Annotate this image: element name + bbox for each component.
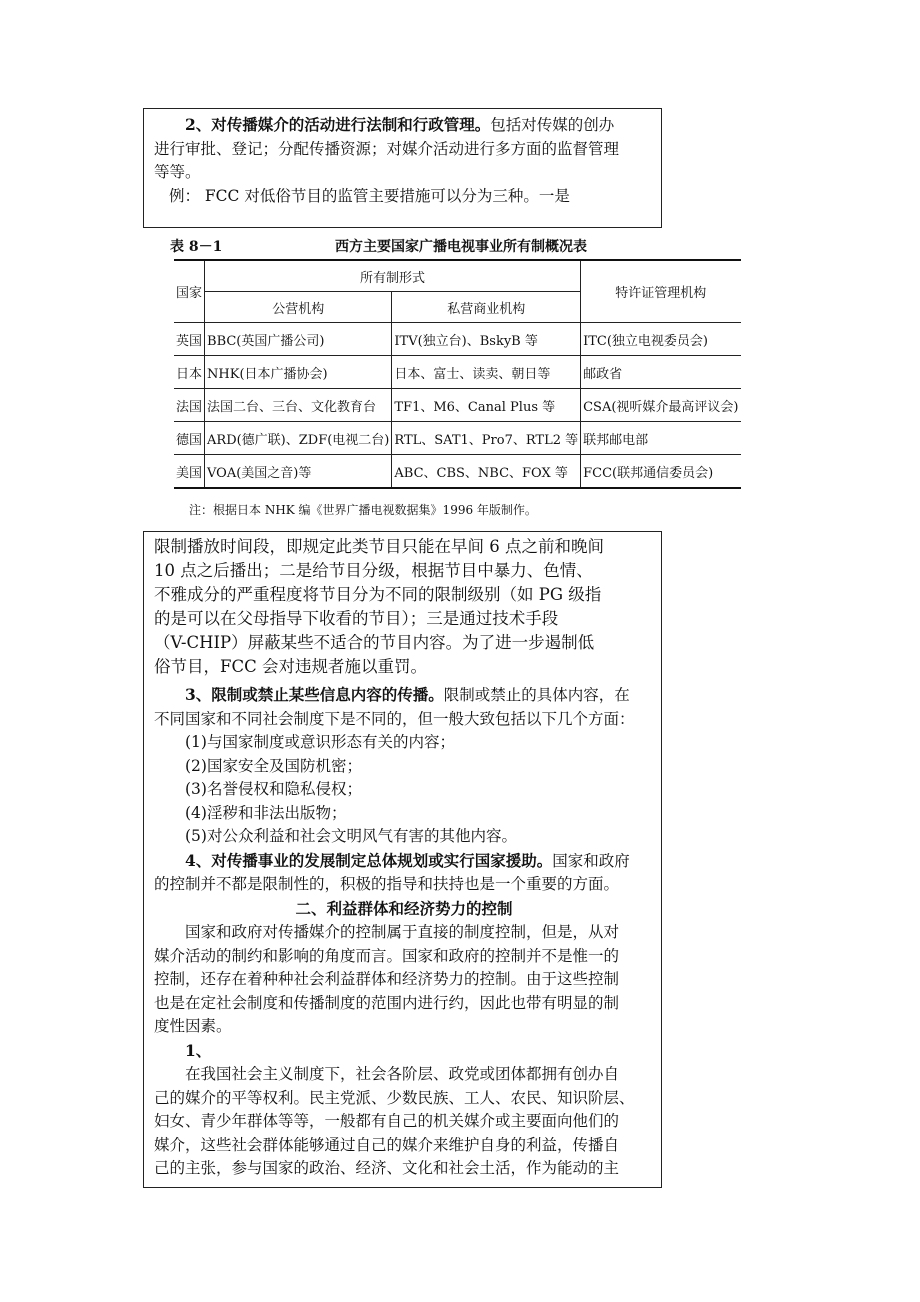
heading-2: 2、对传播媒介的活动进行法制和行政管理。 bbox=[185, 115, 491, 134]
list-item: (1)与国家制度或意识形态有关的内容； bbox=[185, 733, 455, 751]
section-heading: 二、利益群体和经济势力的控制 bbox=[295, 898, 513, 918]
table-row: 日本 NHK(日本广播协会) 日本、富士、读卖、朝日等 邮政省 bbox=[174, 356, 741, 389]
paragraph-admin-management: 2、对传播媒介的活动进行法制和行政管理。包括对传媒的创办 进行审批、登记；分配传播资源；对媒介活动进行多方面的监督管理 等等。 例： FCC 对低俗节目的监管主要措施可以分为三种。一是 bbox=[154, 113, 654, 208]
table-row: 德国 ARD(德广联)、ZDF(电视二台) RTL、SAT1、Pro7、RTL2 等 联邦邮电部 bbox=[174, 422, 741, 455]
header-country: 国家 bbox=[174, 260, 205, 323]
table-note: 注：根据日本 NHK 编《世界广播电视数据集》1996 年版制作。 bbox=[189, 503, 537, 517]
table-label: 表 8－1 bbox=[170, 239, 223, 255]
paragraph-restrict-content: 3、限制或禁止某些信息内容的传播。限制或禁止的具体内容，在 不同国家和不同社会制度下是不同的，但一般大致包括以下几个方面： (1)与国家制度或意识形态有关的内容； (2)国家安全及国防机密； (3)名誉侵权和隐私侵权； (4)淫秽和非法出版物； (5)对公众利益和社会文明风气有害的其他内容。 4、对传播事业的发展制定总体规划或实行国家援助。国家和政府 的控制并不都是限制性的，积极的指导和扶持也是一个重要的方面。 二、利益群体和经济势力的控制 国家和政府对传播媒介的控制属于直接的制度控制，但是，从对 媒介活动的制约和影响的角度而言。国家和政府的控制并不是惟一的 控制，还存在着种种社会利益群体和经济势力的控制。由于这些控制 也是在定社会制度和传播制度的范围内进行约，因此也带有明显的制 度性因素。 1、 在我国社会主义制度下，社会各阶层、政党或团体都拥有创办自 己的媒介的平等权利。民主党派、少数民族、工人、农民、知识阶层、 妇女、青少年群体等等，一般都有自己的机关媒介或主要面向他们的 媒介，这些社会群体能够通过自己的媒介来维护自身的利益，传播自 己的主张，参与国家的政治、经济、文化和社会土活，作为能动的主 bbox=[154, 683, 654, 1181]
table-title: 西方主要国家广播电视事业所有制概况表 bbox=[335, 239, 587, 255]
subheading-1: 1、 bbox=[185, 1040, 212, 1060]
upper-text-box bbox=[143, 108, 662, 228]
table-row: 英国 BBC(英国广播公司) ITV(独立台)、BskyB 等 ITC(独立电视委员会) bbox=[174, 323, 741, 356]
header-public: 公营机构 bbox=[205, 292, 392, 323]
list-item: (5)对公众利益和社会文明风气有害的其他内容。 bbox=[185, 827, 517, 845]
ownership-table-figure bbox=[165, 233, 739, 523]
ownership-table bbox=[174, 259, 741, 489]
table-row: 法国 法国二台、三台、文化教育台 TF1、M6、Canal Plus 等 CSA(视听媒介最高评议会) bbox=[174, 389, 741, 422]
list-item: (3)名誉侵权和隐私侵权； bbox=[185, 780, 362, 798]
paragraph-fcc-measures: 限制播放时间段，即规定此类节目只能在早间 6 点之前和晚间 10 点之后播出；二是给节目分级，根据节目中暴力、色情、 不雅成分的严重程度将节目分为不同的限制级别（如 PG 级指 的是可以在父母指导下收看的节目）；三是通过技术手段 （V-CHIP）屏蔽某些不适合的节目内容。为了进一步遏制低 俗节目，FCC 会对违规者施以重罚。 bbox=[154, 537, 604, 676]
heading-4: 4、对传播事业的发展制定总体规划或实行国家援助。 bbox=[185, 850, 553, 870]
header-ownership: 所有制形式 bbox=[205, 260, 581, 292]
lower-text-box bbox=[143, 531, 662, 1188]
table-row: 美国 VOA(美国之音)等 ABC、CBS、NBC、FOX 等 FCC(联邦通信委员会) bbox=[174, 455, 741, 489]
heading-3: 3、限制或禁止某些信息内容的传播。 bbox=[185, 685, 444, 704]
header-license: 特许证管理机构 bbox=[581, 260, 741, 323]
list-item: (2)国家安全及国防机密； bbox=[185, 756, 362, 775]
list-item: (4)淫秽和非法出版物； bbox=[185, 803, 347, 822]
header-private: 私营商业机构 bbox=[392, 292, 581, 323]
example-line: 例： FCC 对低俗节目的监管主要措施可以分为三种。一是 bbox=[169, 186, 570, 205]
